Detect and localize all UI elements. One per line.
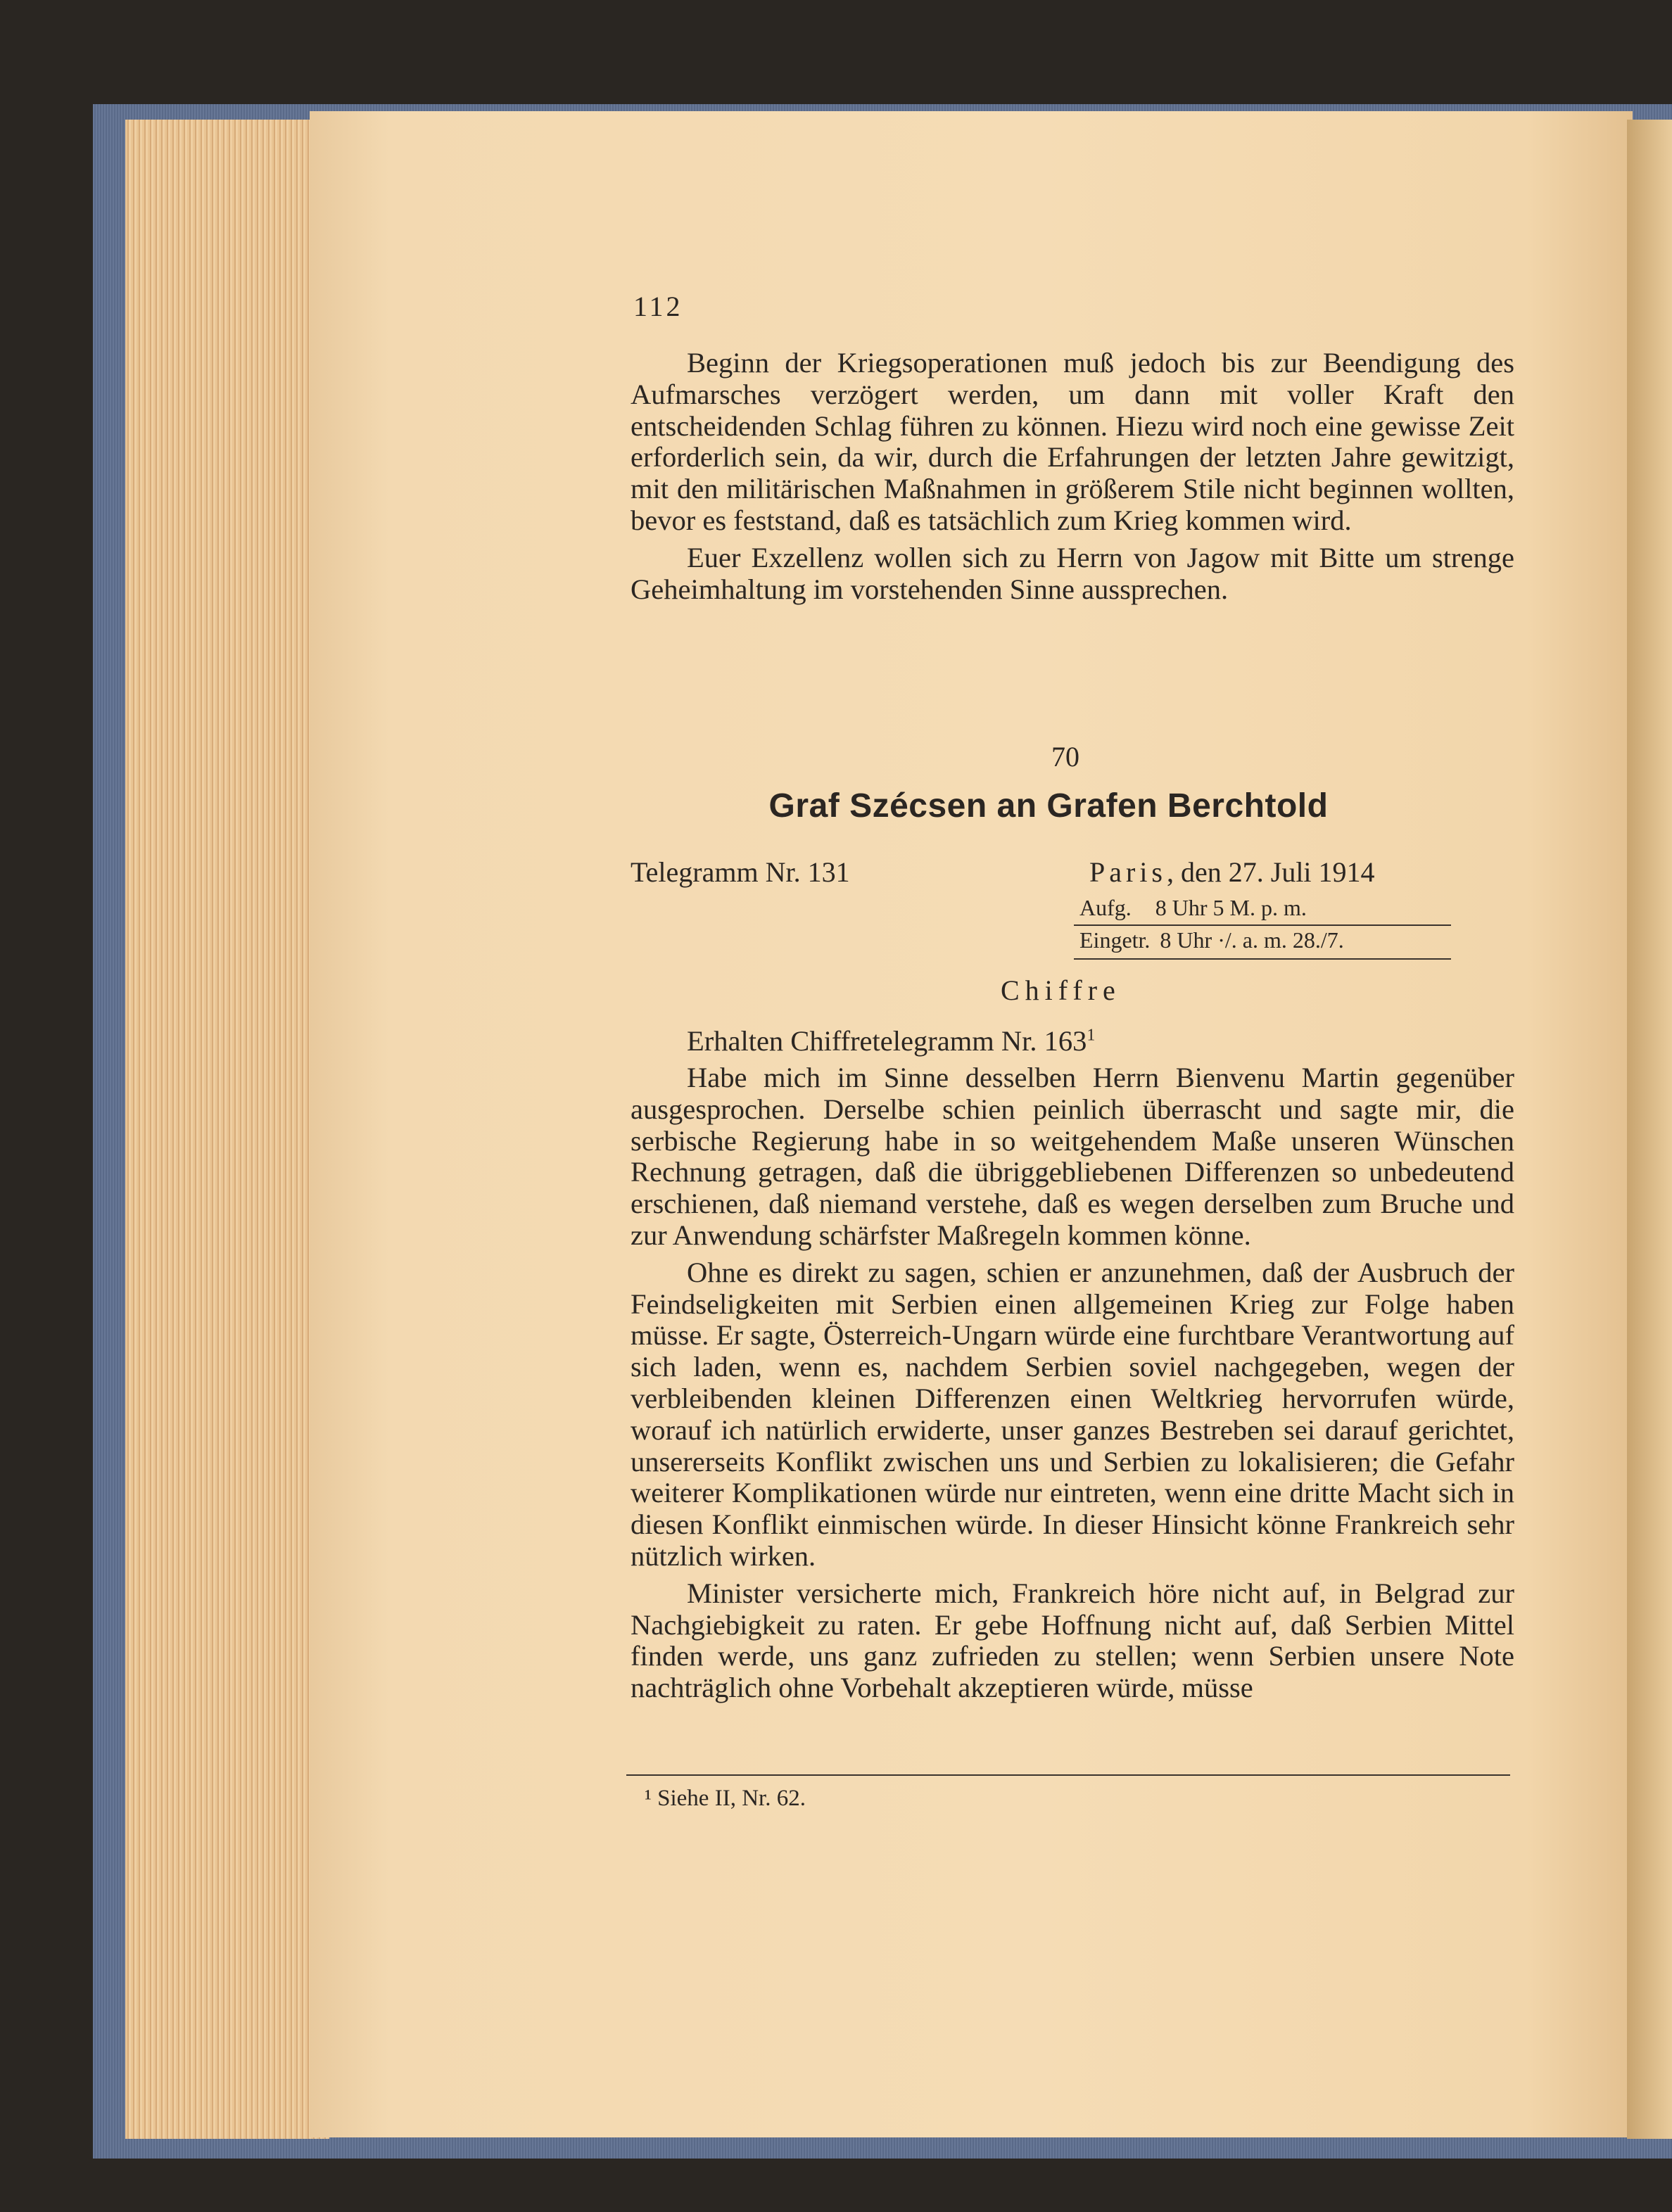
facing-page-edge — [1627, 120, 1672, 2139]
body-first-line — [687, 1024, 1095, 1057]
body-text — [631, 1062, 1514, 1704]
cipher-label: Chiffre — [1001, 974, 1121, 1006]
paragraph: Ohne es direkt zu sagen, schien er anzunehmen, daß der Ausbruch der Feindseligkeiten mit Serbien einen allgemeinen Krieg zur Folge haben müsse. Er sagte, Österreich-Ungarn würde eine furchtbare Verantwortung auf sich laden, wenn es, nachdem Serbien soviel nachgegeben, wegen der verbleibenden kleinen Differenzen einen Weltkrieg hervorrufen würde, worauf ich natürlich erwiderte, unser ganzes Bestreben sei darauf gerichtet, unsererseits Konflikt zwischen uns und Serbien zu lokalisieren; die Gefahr weiterer Komplikationen würde nur eintreten, wenn eine dritte Macht sich in diesen Konflikt einmischen würde. In dieser Hinsicht könne Frankreich sehr nützlich wirken. — [631, 1256, 1514, 1572]
aufg-value: 8 Uhr 5 M. p. m. — [1155, 895, 1307, 920]
document-title: Graf Szécsen an Grafen Berchtold — [768, 787, 1329, 825]
paragraph: Beginn der Kriegsoperationen muß jedoch bis zur Beendigung des Aufmarsches verzögert werden, um dann mit voller Kraft den entscheidenden Schlag führen zu können. Hiezu wird noch eine gewisse Zeit erforderlich sein, da wir, durch die Erfahrungen der letzten Jahre gewitzigt, mit den militärischen Maßnahmen in größerem Stile nicht beginnen wollten, bevor es feststand, daß es tatsächlich zum Krieg kommen wird. — [631, 347, 1514, 536]
dateline — [1089, 856, 1375, 889]
eingetr-label: Eingetr. — [1079, 927, 1151, 953]
telegram-label: Telegramm Nr. 131 — [631, 856, 850, 888]
footnote: ¹ Siehe II, Nr. 62. — [645, 1786, 806, 1811]
footnote-reference: 1 — [1087, 1026, 1096, 1045]
eingetr-value: 8 Uhr ·/. a. m. 28./7. — [1160, 927, 1344, 953]
eingetr-line — [1079, 927, 1344, 953]
place: Paris — [1089, 856, 1167, 888]
aufg-label: Aufg. — [1079, 895, 1132, 920]
paragraph: Euer Exzellenz wollen sich zu Herrn von Jagow mit Bitte um strenge Geheimhaltung im vorstehenden Sinne aussprechen. — [631, 541, 1514, 605]
page-number: 112 — [633, 291, 683, 322]
page-edges — [125, 120, 329, 2139]
body-first-line-text: Erhalten Chiffretelegramm Nr. 163 — [687, 1025, 1087, 1057]
continuation-text — [631, 348, 1514, 605]
paragraph: Habe mich im Sinne desselben Herrn Bienvenu Martin gegenüber ausgesprochen. Derselbe schien peinlich überrascht und sagte mir, die serbische Regierung habe in so weitgehendem Maße unseren Wünschen Rechnung getragen, daß die übriggebliebenen Differenzen so unbedeutend erschienen, daß niemand verstehe, daß es wegen derselben zum Bruche und zur Anwendung schärfster Maßregeln kommen könne. — [631, 1062, 1514, 1251]
eingetr-rule — [1074, 958, 1451, 960]
paragraph: Minister versicherte mich, Frankreich höre nicht auf, in Belgrad zur Nachgiebigkeit zu raten. Er gebe Hoffnung nicht auf, daß Serbien Mittel finden werde, uns ganz zufrieden zu stellen; wenn Serbien unsere Note nachträglich ohne Vorbehalt akzeptieren würde, müsse — [631, 1577, 1514, 1704]
date: , den 27. Juli 1914 — [1167, 856, 1375, 888]
footnote-rule — [626, 1774, 1510, 1776]
aufg-rule — [1074, 924, 1451, 926]
aufg-line — [1079, 895, 1307, 921]
document-number: 70 — [1051, 741, 1079, 773]
